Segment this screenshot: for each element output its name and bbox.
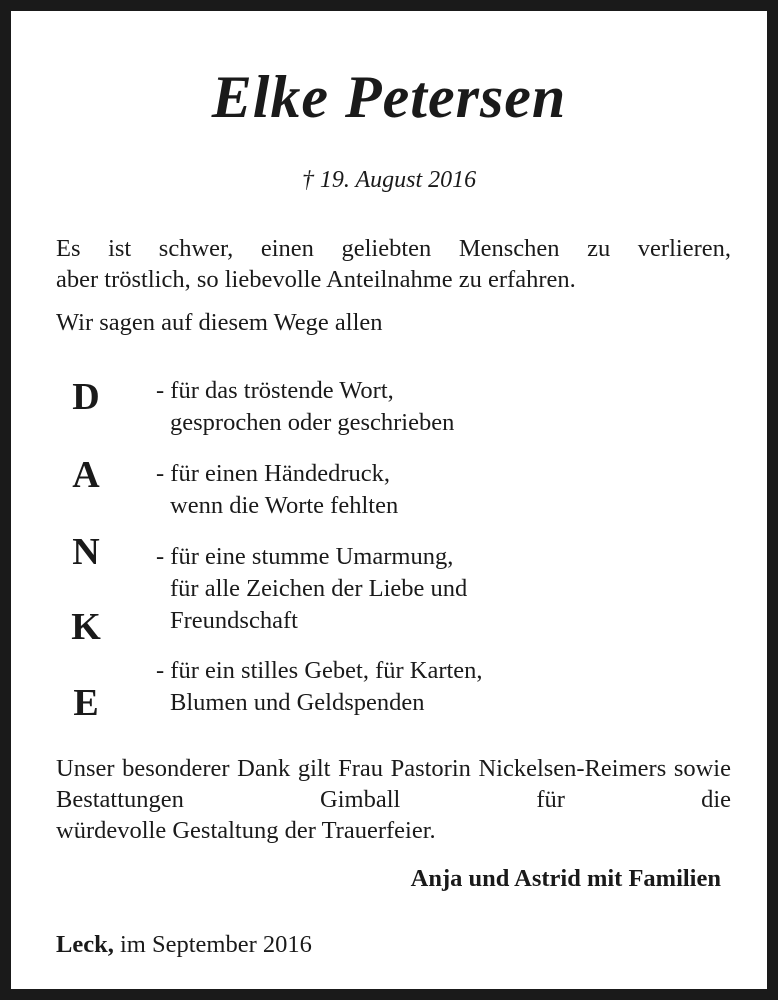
date-line: im September 2016	[119, 931, 312, 958]
danke-letter: N	[72, 531, 100, 573]
death-date: † 19. August 2016	[301, 167, 477, 193]
danke-letter: D	[72, 376, 100, 418]
thanks-item-line: gesprochen oder geschrieben	[170, 409, 455, 436]
thanks-item-line: Blumen und Geldspenden	[170, 689, 425, 716]
place: Leck,	[56, 931, 114, 958]
signature: Anja und Astrid mit Familien	[410, 865, 721, 892]
thanks-item	[156, 655, 716, 719]
thanks-item-line: - für eine stumme Umarmung,	[156, 543, 454, 570]
thanks-item	[156, 541, 716, 637]
special-thanks-paragraph	[56, 753, 731, 846]
special-thanks-line: Unser besonderer Dank gilt Frau Pastorin	[56, 755, 471, 782]
thanks-item-line: für alle Zeichen der Liebe und	[170, 575, 468, 602]
thanks-item-line: Freundschaft	[170, 607, 298, 634]
danke-letter: E	[73, 682, 99, 724]
intro-line: Es ist schwer, einen geliebten Menschen zu verlieren,	[56, 235, 731, 262]
thanks-item	[156, 375, 716, 439]
intro-lead: Wir sagen auf diesem Wege allen	[56, 309, 383, 336]
intro-paragraph	[56, 233, 731, 295]
special-thanks-line: würdevolle Gestaltung der Trauerfeier.	[56, 817, 436, 844]
intro-line: aber tröstlich, so liebevolle Anteilnahme zu erfahren.	[56, 266, 576, 293]
thanks-item-line: wenn die Worte fehlten	[170, 492, 399, 519]
special-thanks-line: Nickelsen-Reimers sowie Bestattungen Gimball für die	[56, 755, 731, 813]
danke-letter: A	[72, 454, 100, 496]
danke-letter: K	[71, 606, 101, 648]
thanks-item-line: - für einen Händedruck,	[156, 460, 391, 487]
place-date-line	[56, 931, 312, 959]
deceased-name: Elke Petersen	[211, 64, 567, 130]
thanks-item	[156, 458, 716, 522]
thanks-item-line: - für ein stilles Gebet, für Karten,	[156, 657, 483, 684]
thanks-item-line: - für das tröstende Wort,	[156, 377, 394, 404]
